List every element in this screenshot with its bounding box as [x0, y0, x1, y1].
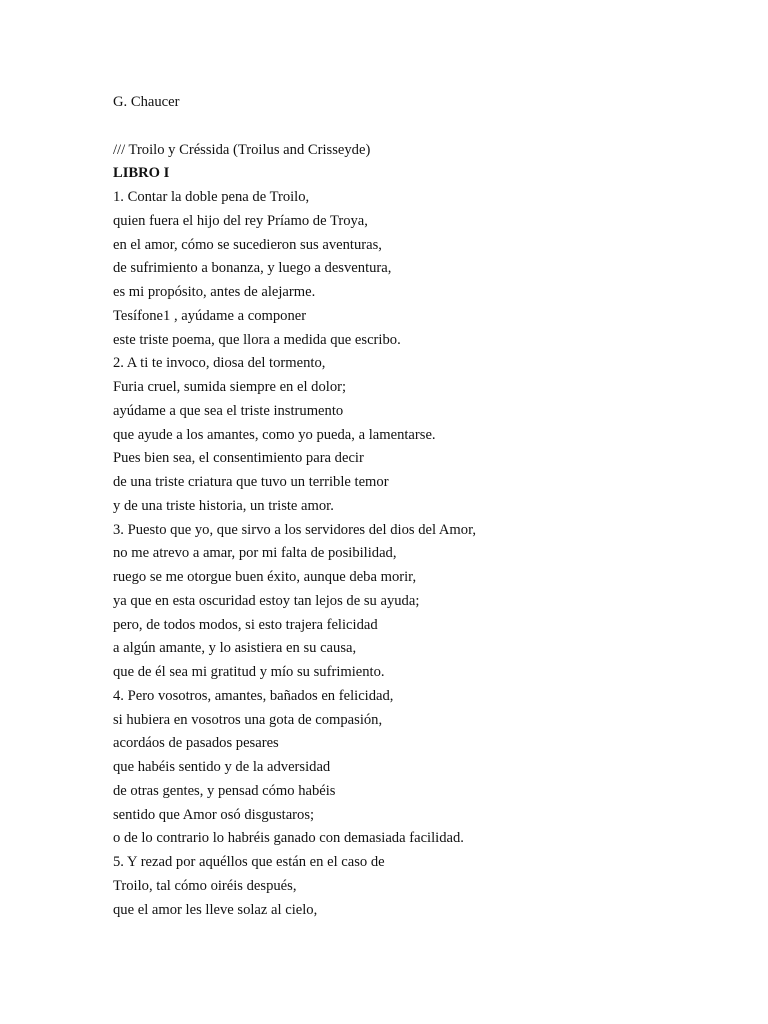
document-text [113, 91, 733, 922]
verse-line: Tesífone1 , ayúdame a componer [113, 307, 307, 324]
verse-line: este triste poema, que llora a medida que escribo. [113, 331, 401, 348]
author-line: G. Chaucer [113, 94, 180, 110]
verse-line: quien fuera el hijo del rey Príamo de Troya, [113, 212, 368, 229]
verse-line: de sufrimiento a bonanza, y luego a desventura, [113, 260, 392, 277]
verse-line: Furia cruel, sumida siempre en el dolor; [113, 379, 347, 395]
verse-line: 2. A ti te invoco, diosa del tormento, [113, 355, 326, 372]
verse-line: de una triste criatura que tuvo un terrible temor [113, 474, 389, 490]
verse-line: ruego se me otorgue buen éxito, aunque deba morir, [113, 569, 417, 585]
verse-block [113, 186, 733, 922]
verse-line: 5. Y rezad por aquéllos que están en el caso de [113, 854, 385, 870]
verse-line: que el amor les lleve solaz al cielo, [113, 901, 318, 918]
verse-line: ayúdame a que sea el triste instrumento [113, 402, 344, 419]
verse-line: sentido que Amor osó disgustaros; [113, 806, 315, 823]
verse-line: acordáos de pasados pesares [113, 735, 279, 752]
verse-line: que ayude a los amantes, como yo pueda, a lamentarse. [113, 426, 436, 443]
verse-line: que habéis sentido y de la adversidad [113, 759, 331, 775]
verse-line: es mi propósito, antes de alejarme. [113, 284, 316, 300]
verse-line: 4. Pero vosotros, amantes, bañados en felicidad, [113, 687, 394, 704]
book-heading: LIBRO I [113, 165, 170, 182]
verse-line: 1. Contar la doble pena de Troilo, [113, 189, 310, 205]
verse-line: 3. Puesto que yo, que sirvo a los servidores del dios del Amor, [113, 521, 476, 538]
verse-line: Pues bien sea, el consentimiento para decir [113, 450, 364, 467]
verse-line: si hubiera en vosotros una gota de compasión, [113, 711, 383, 728]
verse-line: que de él sea mi gratitud y mío su sufrimiento. [113, 664, 385, 680]
verse-line: a algún amante, y lo asistiera en su causa, [113, 640, 357, 657]
verse-line: Troilo, tal cómo oiréis después, [113, 877, 297, 894]
verse-line: y de una triste historia, un triste amor. [113, 497, 334, 514]
verse-line: o de lo contrario lo habréis ganado con demasiada facilidad. [113, 830, 464, 847]
verse-line: ya que en esta oscuridad estoy tan lejos de su ayuda; [113, 592, 420, 609]
title-line: /// Troilo y Créssida (Troilus and Crisseyde) [113, 141, 371, 158]
verse-line: de otras gentes, y pensad cómo habéis [113, 782, 336, 799]
verse-line: no me atrevo a amar, por mi falta de posibilidad, [113, 545, 397, 562]
verse-line: en el amor, cómo se sucedieron sus aventuras, [113, 236, 382, 253]
verse-line: pero, de todos modos, si esto trajera felicidad [113, 616, 378, 633]
